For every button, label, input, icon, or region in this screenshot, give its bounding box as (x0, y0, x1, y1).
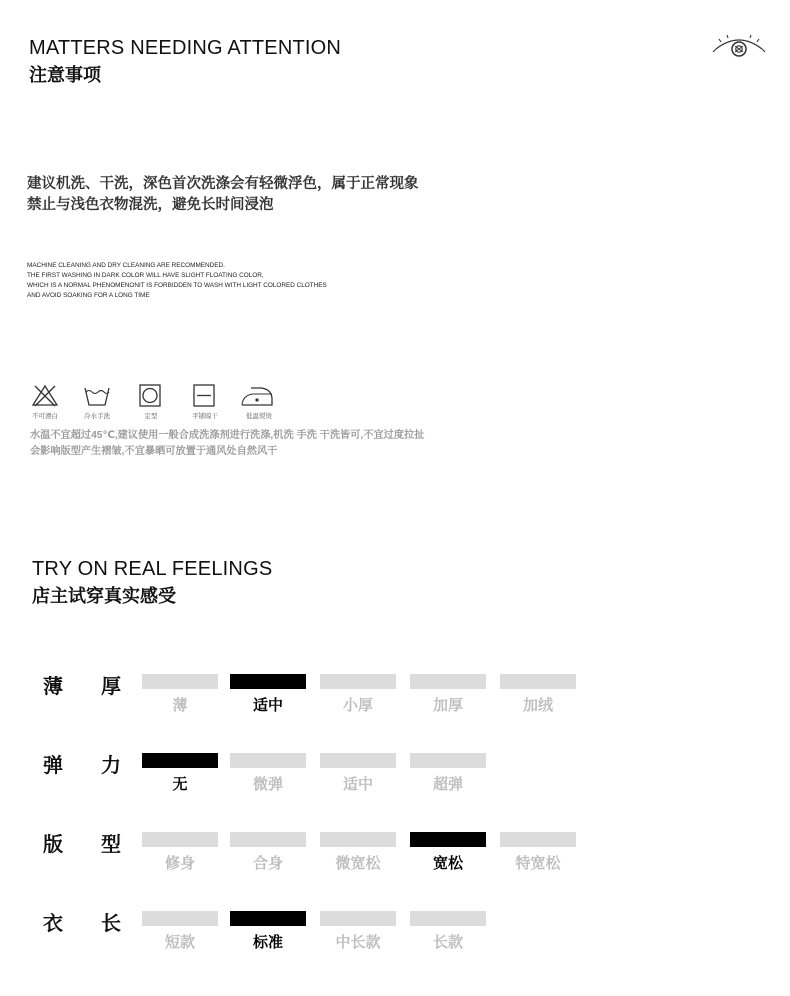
feelings-bar (320, 674, 396, 689)
care-note-line: 会影响版型产生褶皱,不宜暴晒可放置于通风处自然风干 (30, 446, 278, 457)
feelings-bar-selected (230, 674, 306, 689)
feelings-option-selected: 无 (172, 776, 188, 793)
feelings-bar-selected (230, 911, 306, 926)
feelings-bar (410, 674, 486, 689)
feelings-option: 适中 (342, 776, 373, 793)
feelings-row-label-char: 薄 (43, 676, 63, 698)
feelings-row-label-char: 衣 (43, 913, 63, 935)
feelings-bar (320, 911, 396, 926)
care-label: 不可漂白 (32, 413, 58, 420)
feelings-bar (410, 911, 486, 926)
feelings-bar-selected (410, 832, 486, 847)
feelings-option: 小厚 (342, 697, 373, 714)
feelings-row-label-char: 长 (101, 913, 121, 935)
feelings-option: 加绒 (522, 697, 553, 714)
attention-cn-line: 禁止与浅色衣物混洗，避免长时间浸泡 (27, 197, 274, 213)
feelings-bar (500, 674, 576, 689)
care-label: 低温熨烫 (246, 413, 272, 420)
feelings-bar-selected (142, 753, 218, 768)
feelings-option: 特宽松 (515, 855, 561, 872)
feelings-title-cn: 店主试穿真实感受 (32, 586, 176, 606)
feelings-option: 加厚 (432, 697, 463, 714)
feelings-option-selected: 宽松 (432, 855, 463, 872)
feelings-bar (410, 753, 486, 768)
feelings-option: 微弹 (252, 776, 283, 793)
feelings-row-label-char: 版 (43, 834, 63, 856)
care-label: 冷水手洗 (84, 413, 110, 420)
feelings-title-en: TRY ON REAL FEELINGS (32, 558, 273, 580)
feelings-option-selected: 适中 (252, 697, 283, 714)
feelings-bar (500, 832, 576, 847)
feelings-bar (320, 753, 396, 768)
feelings-row-label (43, 670, 121, 699)
feelings-bar (230, 832, 306, 847)
feelings-bar (142, 674, 218, 689)
feelings-option: 长款 (432, 934, 463, 951)
feelings-row-label (43, 828, 121, 857)
feelings-option: 合身 (252, 855, 283, 872)
attention-en-line: AND AVOID SOAKING FOR A LONG TIME (27, 292, 150, 299)
feelings-option: 超弹 (432, 776, 463, 793)
feelings-option: 薄 (172, 697, 188, 714)
attention-title-en: MATTERS NEEDING ATTENTION (29, 37, 342, 59)
feelings-option: 微宽松 (335, 855, 381, 872)
feelings-bar (142, 911, 218, 926)
feelings-row-label-char: 型 (101, 834, 121, 856)
care-note-line: 水温不宜超过45℃,建议使用一般合成洗涤剂进行洗涤,机洗 手洗 干洗皆可,不宜过度拉扯 (30, 430, 425, 441)
feelings-option-selected: 标准 (252, 934, 283, 951)
attention-en-line: MACHINE CLEANING AND DRY CLEANING ARE RECOMMENDED. (27, 262, 225, 269)
feelings-row-label-char: 弹 (43, 755, 63, 777)
attention-title-cn: 注意事项 (29, 65, 101, 85)
care-label: 平铺晾干 (192, 413, 218, 420)
attention-cn-line: 建议机洗、干洗，深色首次洗涤会有轻微浮色，属于正常现象 (27, 176, 419, 192)
feelings-row-label (43, 749, 121, 778)
feelings-row-label (43, 907, 121, 936)
feelings-option: 中长款 (335, 934, 381, 951)
feelings-bar (142, 832, 218, 847)
attention-en-line: THE FIRST WASHING IN DARK COLOR WILL HAVE SLIGHT FLOATING COLOR, (27, 272, 264, 279)
feelings-option: 短款 (164, 934, 195, 951)
feelings-option: 修身 (164, 855, 195, 872)
feelings-bar (320, 832, 396, 847)
feelings-bar (230, 753, 306, 768)
feelings-row-label-char: 力 (101, 755, 121, 777)
attention-en-line: WHICH IS A NORMAL PHENOMENONIT IS FORBIDDEN TO WASH WITH LIGHT COLORED CLOTHES (27, 282, 327, 289)
care-label: 定型 (144, 413, 158, 420)
feelings-row-label-char: 厚 (101, 676, 121, 698)
